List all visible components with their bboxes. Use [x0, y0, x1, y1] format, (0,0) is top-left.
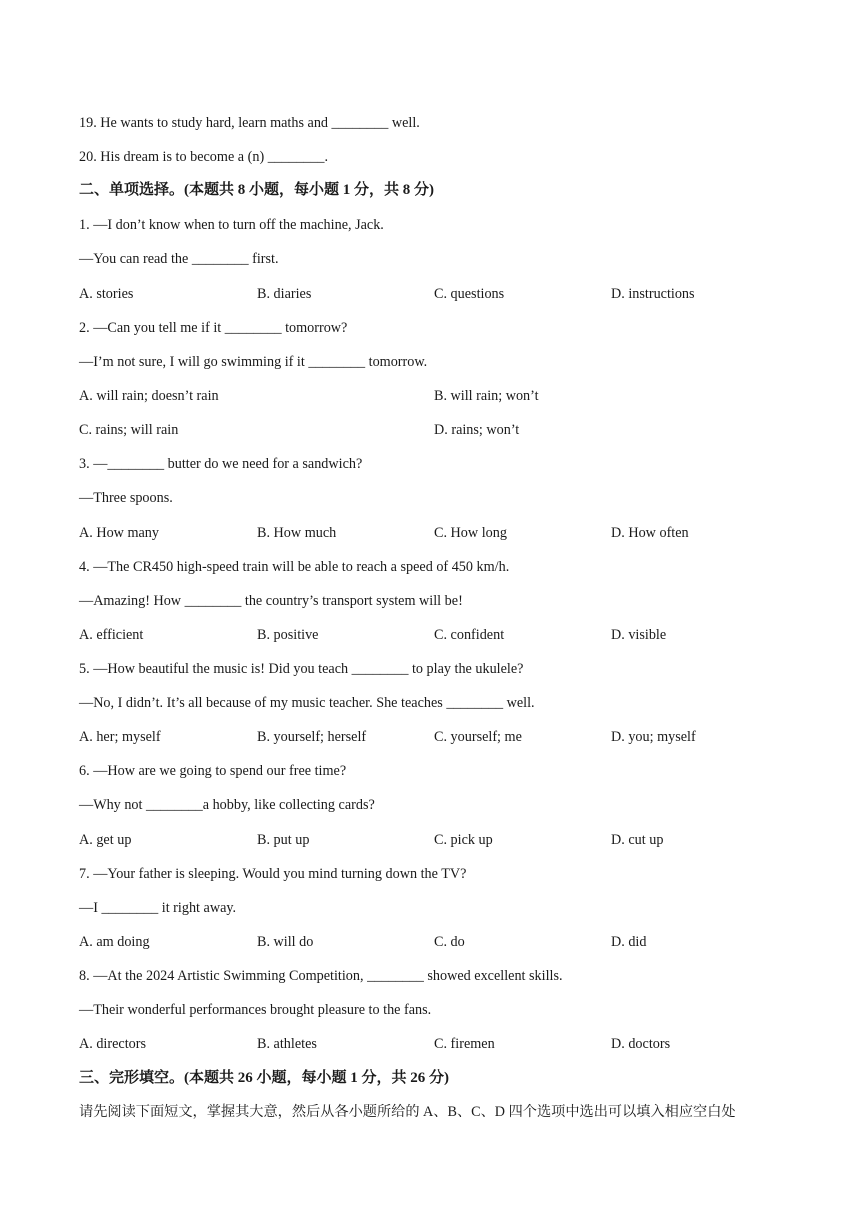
q7-stem: 7. —Your father is sleeping. Would you mind turning down the TV?: [79, 866, 467, 882]
q5-option-b: B. yourself; herself: [257, 729, 367, 745]
q4-stem: 4. —The CR450 high-speed train will be able to reach a speed of 450 km/h.: [79, 559, 510, 575]
q4-reply: —Amazing! How ________ the country’s transport system will be!: [79, 593, 463, 609]
q8-reply: —Their wonderful performances brought pleasure to the fans.: [79, 1002, 432, 1018]
q7-reply: —I ________ it right away.: [79, 900, 237, 916]
q6-option-b: B. put up: [257, 832, 310, 848]
q3-option-b: B. How much: [257, 525, 337, 541]
q5-option-c: C. yourself; me: [434, 729, 522, 745]
q3-reply: —Three spoons.: [79, 490, 173, 506]
q3-option-a: A. How many: [79, 525, 159, 541]
q3-option-c: C. How long: [434, 525, 507, 541]
q8-option-d: D. doctors: [611, 1036, 671, 1052]
q2-option-d: D. rains; won’t: [434, 422, 520, 438]
q6-stem: 6. —How are we going to spend our free time?: [79, 763, 347, 779]
q7-option-d: D. did: [611, 934, 647, 950]
q7-option-c: C. do: [434, 934, 465, 950]
q2-reply: —I’m not sure, I will go swimming if it ________ tomorrow.: [79, 354, 428, 370]
section-3-heading: 三、完形填空。(本题共 26 小题，每小题 1 分，共 26 分): [79, 1070, 449, 1086]
q3-stem: 3. —________ butter do we need for a sandwich?: [79, 456, 363, 472]
q5-stem: 5. —How beautiful the music is! Did you teach ________ to play the ukulele?: [79, 661, 524, 677]
q2-option-b: B. will rain; won’t: [434, 388, 539, 404]
q2-option-c: C. rains; will rain: [79, 422, 179, 438]
q5-reply: —No, I didn’t. It’s all because of my music teacher. She teaches ________ well.: [79, 695, 535, 711]
q8-option-a: A. directors: [79, 1036, 146, 1052]
section-2-heading: 二、单项选择。(本题共 8 小题，每小题 1 分，共 8 分): [79, 182, 434, 198]
q2-option-a: A. will rain; doesn’t rain: [79, 388, 219, 404]
q5-option-d: D. you; myself: [611, 729, 696, 745]
q8-option-b: B. athletes: [257, 1036, 317, 1052]
q4-option-c: C. confident: [434, 627, 505, 643]
q6-option-a: A. get up: [79, 832, 132, 848]
q1-option-b: B. diaries: [257, 286, 312, 302]
q5-option-a: A. her; myself: [79, 729, 161, 745]
q3-option-d: D. How often: [611, 525, 689, 541]
q4-option-a: A. efficient: [79, 627, 144, 643]
q6-option-d: D. cut up: [611, 832, 664, 848]
q8-option-c: C. firemen: [434, 1036, 495, 1052]
q4-option-d: D. visible: [611, 627, 667, 643]
q4-option-b: B. positive: [257, 627, 319, 643]
q6-option-c: C. pick up: [434, 832, 493, 848]
q1-option-c: C. questions: [434, 286, 505, 302]
q1-option-a: A. stories: [79, 286, 134, 302]
q8-stem: 8. —At the 2024 Artistic Swimming Competition, ________ showed excellent skills.: [79, 968, 563, 984]
q1-reply: —You can read the ________ first.: [79, 251, 279, 267]
question-19: 19. He wants to study hard, learn maths and ________ well.: [79, 115, 420, 131]
q7-option-a: A. am doing: [79, 934, 150, 950]
q7-option-b: B. will do: [257, 934, 314, 950]
q6-reply: —Why not ________a hobby, like collecting cards?: [79, 797, 375, 813]
q1-option-d: D. instructions: [611, 286, 695, 302]
section-3-intro: 请先阅读下面短文，掌握其大意，然后从各小题所给的 A、B、C、D 四个选项中选出可以填入相应空白处: [79, 1104, 736, 1120]
q1-stem: 1. —I don’t know when to turn off the machine, Jack.: [79, 217, 384, 233]
question-20: 20. His dream is to become a (n) ________.: [79, 149, 329, 165]
q2-stem: 2. —Can you tell me if it ________ tomorrow?: [79, 320, 348, 336]
